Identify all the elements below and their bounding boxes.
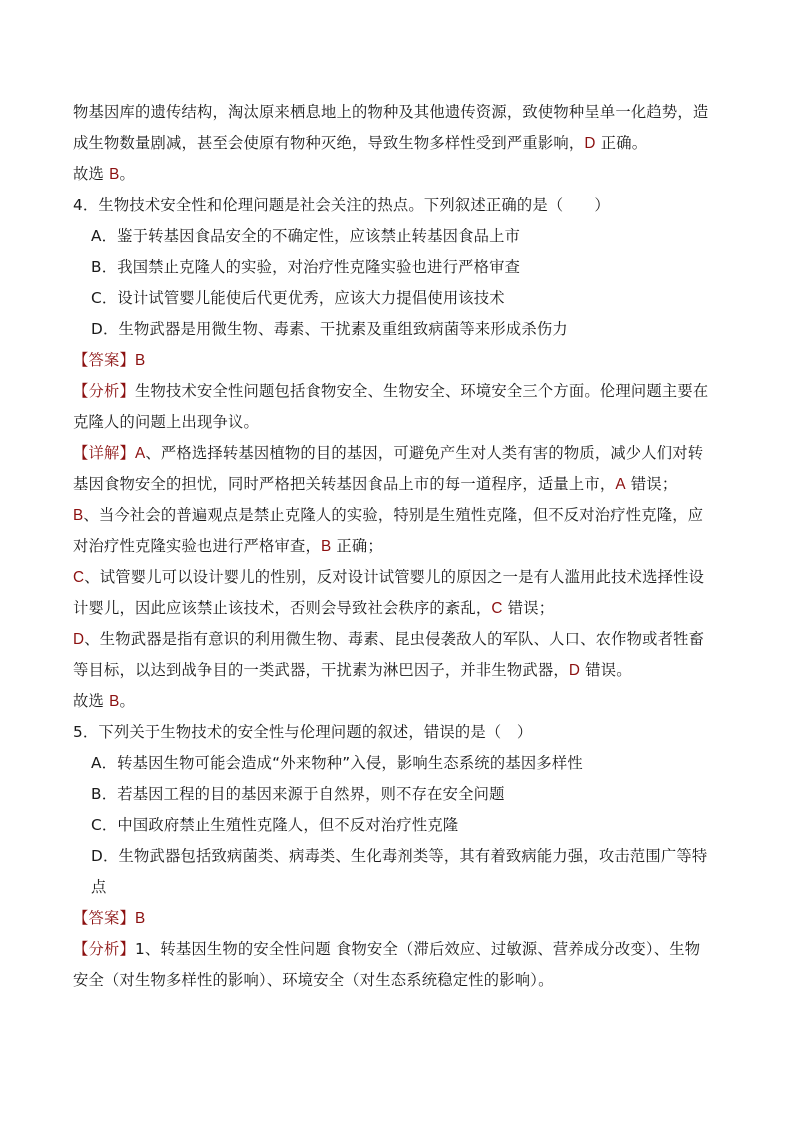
q4-stem: 4．生物技术安全性和伦理问题是社会关注的热点。下列叙述正确的是（ ） <box>73 196 610 214</box>
q4-analysis-line-2: 克隆人的问题上出现争议。 <box>73 413 259 431</box>
q4-choice <box>73 686 723 717</box>
text-run: 。 <box>119 692 135 710</box>
text-run: 基因食物安全的担忧，同时严格把关转基因食品上市的每一道程序，适量上市， <box>73 475 616 493</box>
q5-answer <box>73 903 723 934</box>
detail-tag: 【详解】 <box>73 444 135 462</box>
q4-detail-d-line-2 <box>73 655 723 686</box>
option-letter: A <box>615 476 626 493</box>
choice-letter: B <box>109 693 120 710</box>
answer-value: B <box>135 910 146 927</box>
q4-option-b: B．我国禁止克隆人的实验，对治疗性克隆实验也进行严格审查 <box>91 258 521 276</box>
q4-detail-c-line-1 <box>73 562 723 593</box>
text-run: 正确； <box>331 537 383 555</box>
q5-option-b: B．若基因工程的目的基因来源于自然界，则不存在安全问题 <box>91 785 505 803</box>
text-run: 、生物武器是指有意识的利用微生物、毒素、昆虫侵袭敌人的军队、人口、农作物或者牲畜 <box>84 630 705 648</box>
document-body <box>73 97 723 996</box>
text-run: 生物技术安全性问题包括食物安全、生物安全、环境安全三个方面。伦理问题主要在 <box>135 382 709 400</box>
q4-detail-b-line-2 <box>73 531 723 562</box>
q4-option-d: D．生物武器是用微生物、毒素、干扰素及重组致病菌等来形成杀伤力 <box>91 320 568 338</box>
text-run: 错误； <box>502 599 555 617</box>
text-run: 成生物数量剧减，甚至会使原有物种灭绝，导致生物多样性受到严重影响， <box>73 134 585 152</box>
q5-option-a: A．转基因生物可能会造成“外来物种”入侵，影响生态系统的基因多样性 <box>91 754 583 772</box>
q5-analysis-line-2: 安全（对生物多样性的影响）、环境安全（对生态系统稳定性的影响）。 <box>73 971 554 989</box>
option-letter: B <box>320 538 332 555</box>
text-run: 故选 <box>73 165 110 183</box>
option-letter: C <box>491 600 503 617</box>
answer-tag: 【答案】 <box>73 351 135 369</box>
text-run: 故选 <box>73 692 110 710</box>
q5-stem: 5．下列关于生物技术的安全性与伦理问题的叙述，错误的是（ ） <box>73 723 533 741</box>
text-run: 。 <box>119 165 135 183</box>
choice-letter: B <box>109 166 120 183</box>
text-run: 、试管婴儿可以设计婴儿的性别，反对设计试管婴儿的原因之一是有人滥用此技术选择性设 <box>84 568 705 586</box>
option-letter: D <box>584 135 596 152</box>
option-letter: C <box>73 569 85 586</box>
option-letter: B <box>73 507 84 524</box>
q4-detail-c-line-2 <box>73 593 723 624</box>
q4-answer <box>73 345 723 376</box>
q4-detail-a-line-2 <box>73 469 723 500</box>
q4-analysis-line-1 <box>73 376 723 407</box>
text-run: 正确。 <box>595 134 648 152</box>
answer-value: B <box>135 352 146 369</box>
text-run: 、当今社会的普遍观点是禁止克隆人的实验，特别是生殖性克隆，但不反对治疗性克隆，应 <box>83 506 704 524</box>
q4-detail-a-line-1 <box>73 438 723 469</box>
text-run: 物基因库的遗传结构，淘汰原来栖息地上的物种及其他遗传资源，致使物种呈单一化趋势，造 <box>73 103 709 121</box>
answer-tag: 【答案】 <box>73 909 135 927</box>
text-run: 、严格选择转基因植物的目的基因，可避免产生对人类有害的物质，减少人们对转 <box>145 444 704 462</box>
q4-option-a: A．鉴于转基因食品安全的不确定性，应该禁止转基因食品上市 <box>91 227 521 245</box>
prev-choice <box>73 159 723 190</box>
option-letter: D <box>73 631 85 648</box>
text-run: 1、转基因生物的安全性问题 食物安全（滞后效应、过敏源、营养成分改变）、生物 <box>135 940 701 958</box>
prev-analysis-line-1 <box>73 97 723 128</box>
text-run: 等目标，以达到战争目的一类武器，干扰素为淋巴因子，并非生物武器， <box>73 661 569 679</box>
analysis-tag: 【分析】 <box>73 382 135 400</box>
q4-detail-d-line-1 <box>73 624 723 655</box>
text-run: 错误； <box>625 475 678 493</box>
q5-option-d-line-2: 点 <box>91 878 107 896</box>
q5-option-c: C．中国政府禁止生殖性克隆人，但不反对治疗性克隆 <box>91 816 459 834</box>
q5-analysis-line-1 <box>73 934 723 965</box>
text-run: 错误。 <box>580 661 632 679</box>
prev-analysis-line-2 <box>73 128 723 159</box>
analysis-tag: 【分析】 <box>73 940 135 958</box>
text-run: 对治疗性克隆实验也进行严格审查， <box>73 537 321 555</box>
q4-detail-b-line-1 <box>73 500 723 531</box>
option-letter: A <box>135 445 146 462</box>
q4-option-c: C．设计试管婴儿能使后代更优秀，应该大力提倡使用该技术 <box>91 289 505 307</box>
text-run: 计婴儿，因此应该禁止该技术，否则会导致社会秩序的紊乱， <box>73 599 492 617</box>
option-letter: D <box>568 662 581 679</box>
q5-option-d-line-1: D．生物武器包括致病菌类、病毒类、生化毒剂类等，其有着致病能力强，攻击范围广等特 <box>91 847 708 865</box>
